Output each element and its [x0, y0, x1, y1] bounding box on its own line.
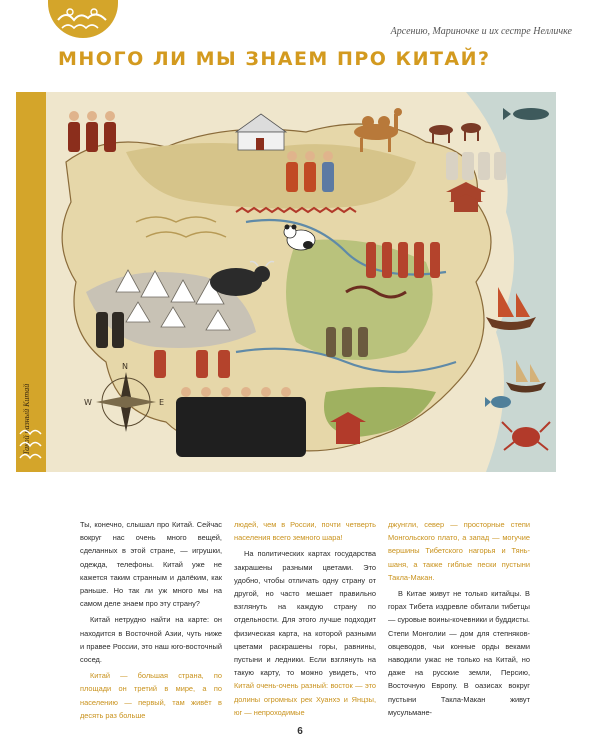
svg-text:W: W	[84, 398, 92, 407]
dedication-text: Арсению, Мариночке и их сестре Нелличке	[390, 26, 572, 37]
text-column-3	[388, 518, 530, 722]
paragraph	[234, 547, 376, 719]
highlighted-paragraph: Китай — большая страна, по площади он третий в мире, а по населению — первый, там живёт в десять раз больше	[80, 671, 222, 720]
svg-text:N: N	[122, 362, 128, 371]
paragraph: В Китае живут не только китайцы. В горах Тибета издревле обитали тибетцы — суровые воины-кочевники и буддисты. Степи Монголии — дом для степняков-овцеводов, чьи конные орды веками наводили ужас не только на Китай, но даже на русские земли, Персию, Восточную Европу. В оазисах вокруг пустыни Такла-Макан живут мусульмане-	[388, 589, 530, 717]
page-title: МНОГО ЛИ МЫ ЗНАЕМ ПРО КИТАЙ?	[58, 48, 491, 70]
china-illustrated-map	[46, 92, 556, 472]
highlighted-paragraph: людей, чем в России, почти четверть населения всего земного шара!	[234, 520, 376, 543]
highlighted-text: Китай очень-очень разный: восток — это долины огромных рек Хуанхэ и Янцзы, юг — непроходимые	[234, 681, 376, 717]
text-column-2	[234, 518, 376, 722]
band-cloud-ornament-icon	[16, 420, 46, 472]
paragraph-text: На политических картах государства закрашены разными цветами. Это удобно, чтобы отличать одну страну от другой, но часто мешает правильно взглянуть на каждую страну по отдельности. Для этого лучше подходит физическая карта, на которой разными цветами раскрашены горы, равнины, пустыни и ледники. Если взглянуть на такую карту, то можно увидеть, что	[234, 549, 376, 678]
paragraph: Ты, конечно, слышал про Китай. Сейчас вокруг нас очень много вещей, сделанных в этой стране, — игрушки, одежда, телефоны. Китай уже не кажется таким странным и далёким, как раньше. Но так ли уж много мы на самом деле знаем про эту страну?	[80, 520, 222, 609]
paragraph: Китай нетрудно найти на карте: он находится в Восточной Азии, чуть ниже и правее России, это наш юго-восточный сосед.	[80, 615, 222, 665]
side-band-caption: Такой разный Китай	[22, 383, 31, 455]
cloud-ornament-icon	[48, 0, 118, 38]
text-column-1	[80, 518, 222, 725]
page-number: 6	[297, 726, 303, 737]
highlighted-paragraph: джунгли, север — просторные степи Монгольского плато, а запад — могучие вершины Тибетского нагорья и Тянь-шаня, а также гиблые пески пустыни Такла-Макан.	[388, 520, 530, 582]
svg-text:E: E	[159, 398, 165, 407]
